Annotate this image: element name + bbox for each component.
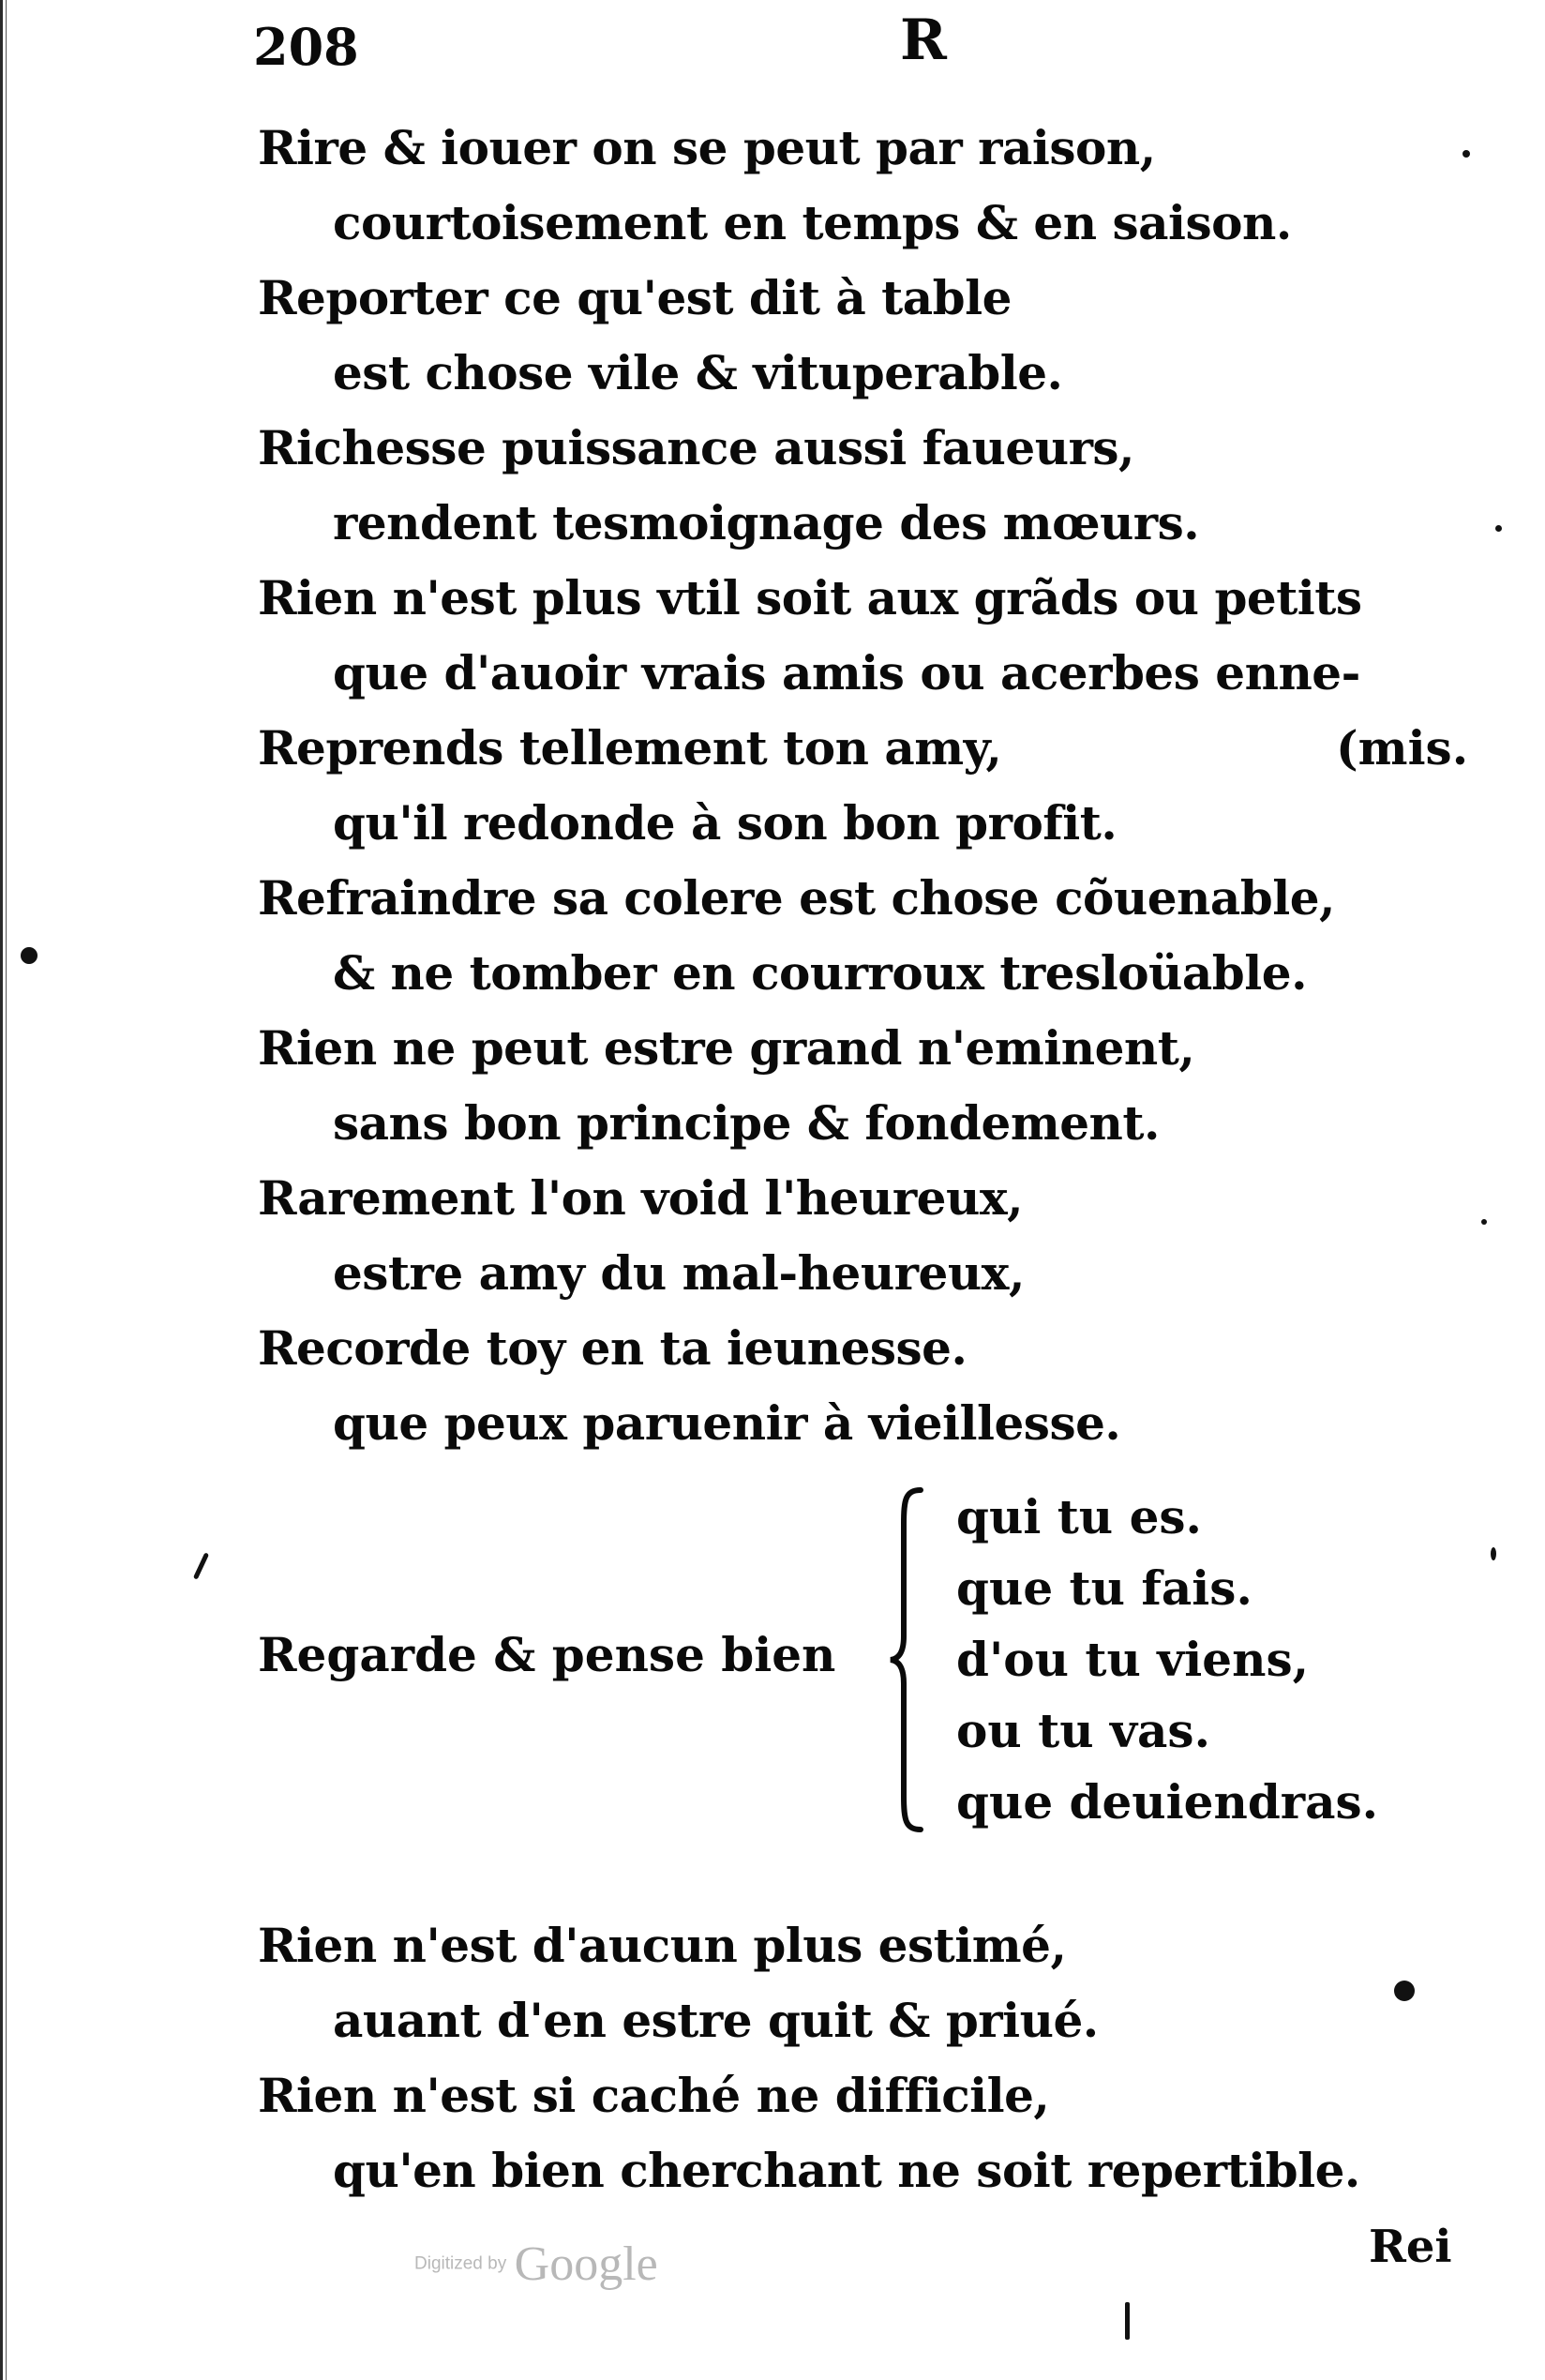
verse-line: & ne tomber en courroux tresloüable. bbox=[333, 945, 1307, 1001]
verse-line: qu'en bien cherchant ne soit repertible. bbox=[333, 2143, 1360, 2198]
verse-aside: (mis. bbox=[1336, 720, 1469, 776]
page-number: 208 bbox=[253, 17, 359, 77]
watermark-logo-text: Google bbox=[514, 2237, 658, 2291]
digitization-watermark bbox=[414, 2237, 658, 2292]
watermark-small-text: Digitized by bbox=[414, 2253, 507, 2274]
binding-edge bbox=[0, 0, 9, 2380]
verse-line: que d'auoir vrais amis ou acerbes enne- bbox=[333, 645, 1360, 700]
verse-line: rendent tesmoignage des mœurs. bbox=[333, 495, 1200, 550]
verse-line: Refraindre sa colere est chose cõuenable, bbox=[258, 870, 1335, 926]
verse-line: courtoisement en temps & en saison. bbox=[333, 195, 1292, 250]
ink-speck bbox=[1394, 1981, 1415, 2001]
ink-speck bbox=[193, 1552, 209, 1579]
curly-brace-icon bbox=[889, 1486, 926, 1833]
verse-line: que peux paruenir à vieillesse. bbox=[333, 1395, 1121, 1451]
verse-line: sans bon principe & fondement. bbox=[333, 1095, 1160, 1151]
ink-speck bbox=[1491, 1547, 1496, 1560]
verse-line: Rarement l'on void l'heureux, bbox=[258, 1170, 1024, 1226]
verse-line: estre amy du mal-heureux, bbox=[333, 1245, 1025, 1301]
verse-line: Rire & iouer on se peut par raison, bbox=[258, 120, 1156, 175]
verse-line: Rien n'est si caché ne difficile, bbox=[258, 2068, 1050, 2123]
regarde-option: ou tu vas. bbox=[956, 1703, 1210, 1758]
verse-line: Reprends tellement ton amy, bbox=[258, 720, 1002, 776]
verse-line: auant d'en estre quit & priué. bbox=[333, 1993, 1099, 2048]
regarde-option: d'ou tu viens, bbox=[956, 1632, 1310, 1687]
ink-speck bbox=[1481, 1219, 1487, 1225]
verse-line: Rien ne peut estre grand n'eminent, bbox=[258, 1020, 1195, 1076]
catchword: Rei bbox=[1369, 2221, 1452, 2273]
ink-speck bbox=[1495, 525, 1502, 532]
page-header bbox=[253, 8, 1003, 83]
running-head: R bbox=[900, 8, 947, 73]
verse-line: Reporter ce qu'est dit à table bbox=[258, 270, 1012, 325]
ink-speck bbox=[21, 947, 38, 964]
regarde-block bbox=[258, 1482, 1477, 1838]
ink-speck bbox=[1462, 150, 1470, 158]
verse-line: Recorde toy en ta ieunesse. bbox=[258, 1320, 968, 1376]
regarde-options bbox=[956, 1482, 1378, 1838]
regarde-lead: Regarde & pense bien bbox=[258, 1627, 836, 1682]
regarde-option: qui tu es. bbox=[956, 1489, 1202, 1544]
verse-line: Rien n'est d'aucun plus estimé, bbox=[258, 1918, 1067, 1973]
verse-line: Richesse puissance aussi faueurs, bbox=[258, 420, 1134, 475]
verse-line: est chose vile & vituperable. bbox=[333, 345, 1063, 400]
ink-speck bbox=[1125, 2302, 1130, 2340]
regarde-option: que deuiendras. bbox=[956, 1774, 1379, 1830]
verse-line: qu'il redonde à son bon profit. bbox=[333, 795, 1118, 851]
verse-line: Rien n'est plus vtil soit aux grãds ou petits bbox=[258, 570, 1362, 625]
regarde-option: que tu fais. bbox=[956, 1560, 1252, 1616]
